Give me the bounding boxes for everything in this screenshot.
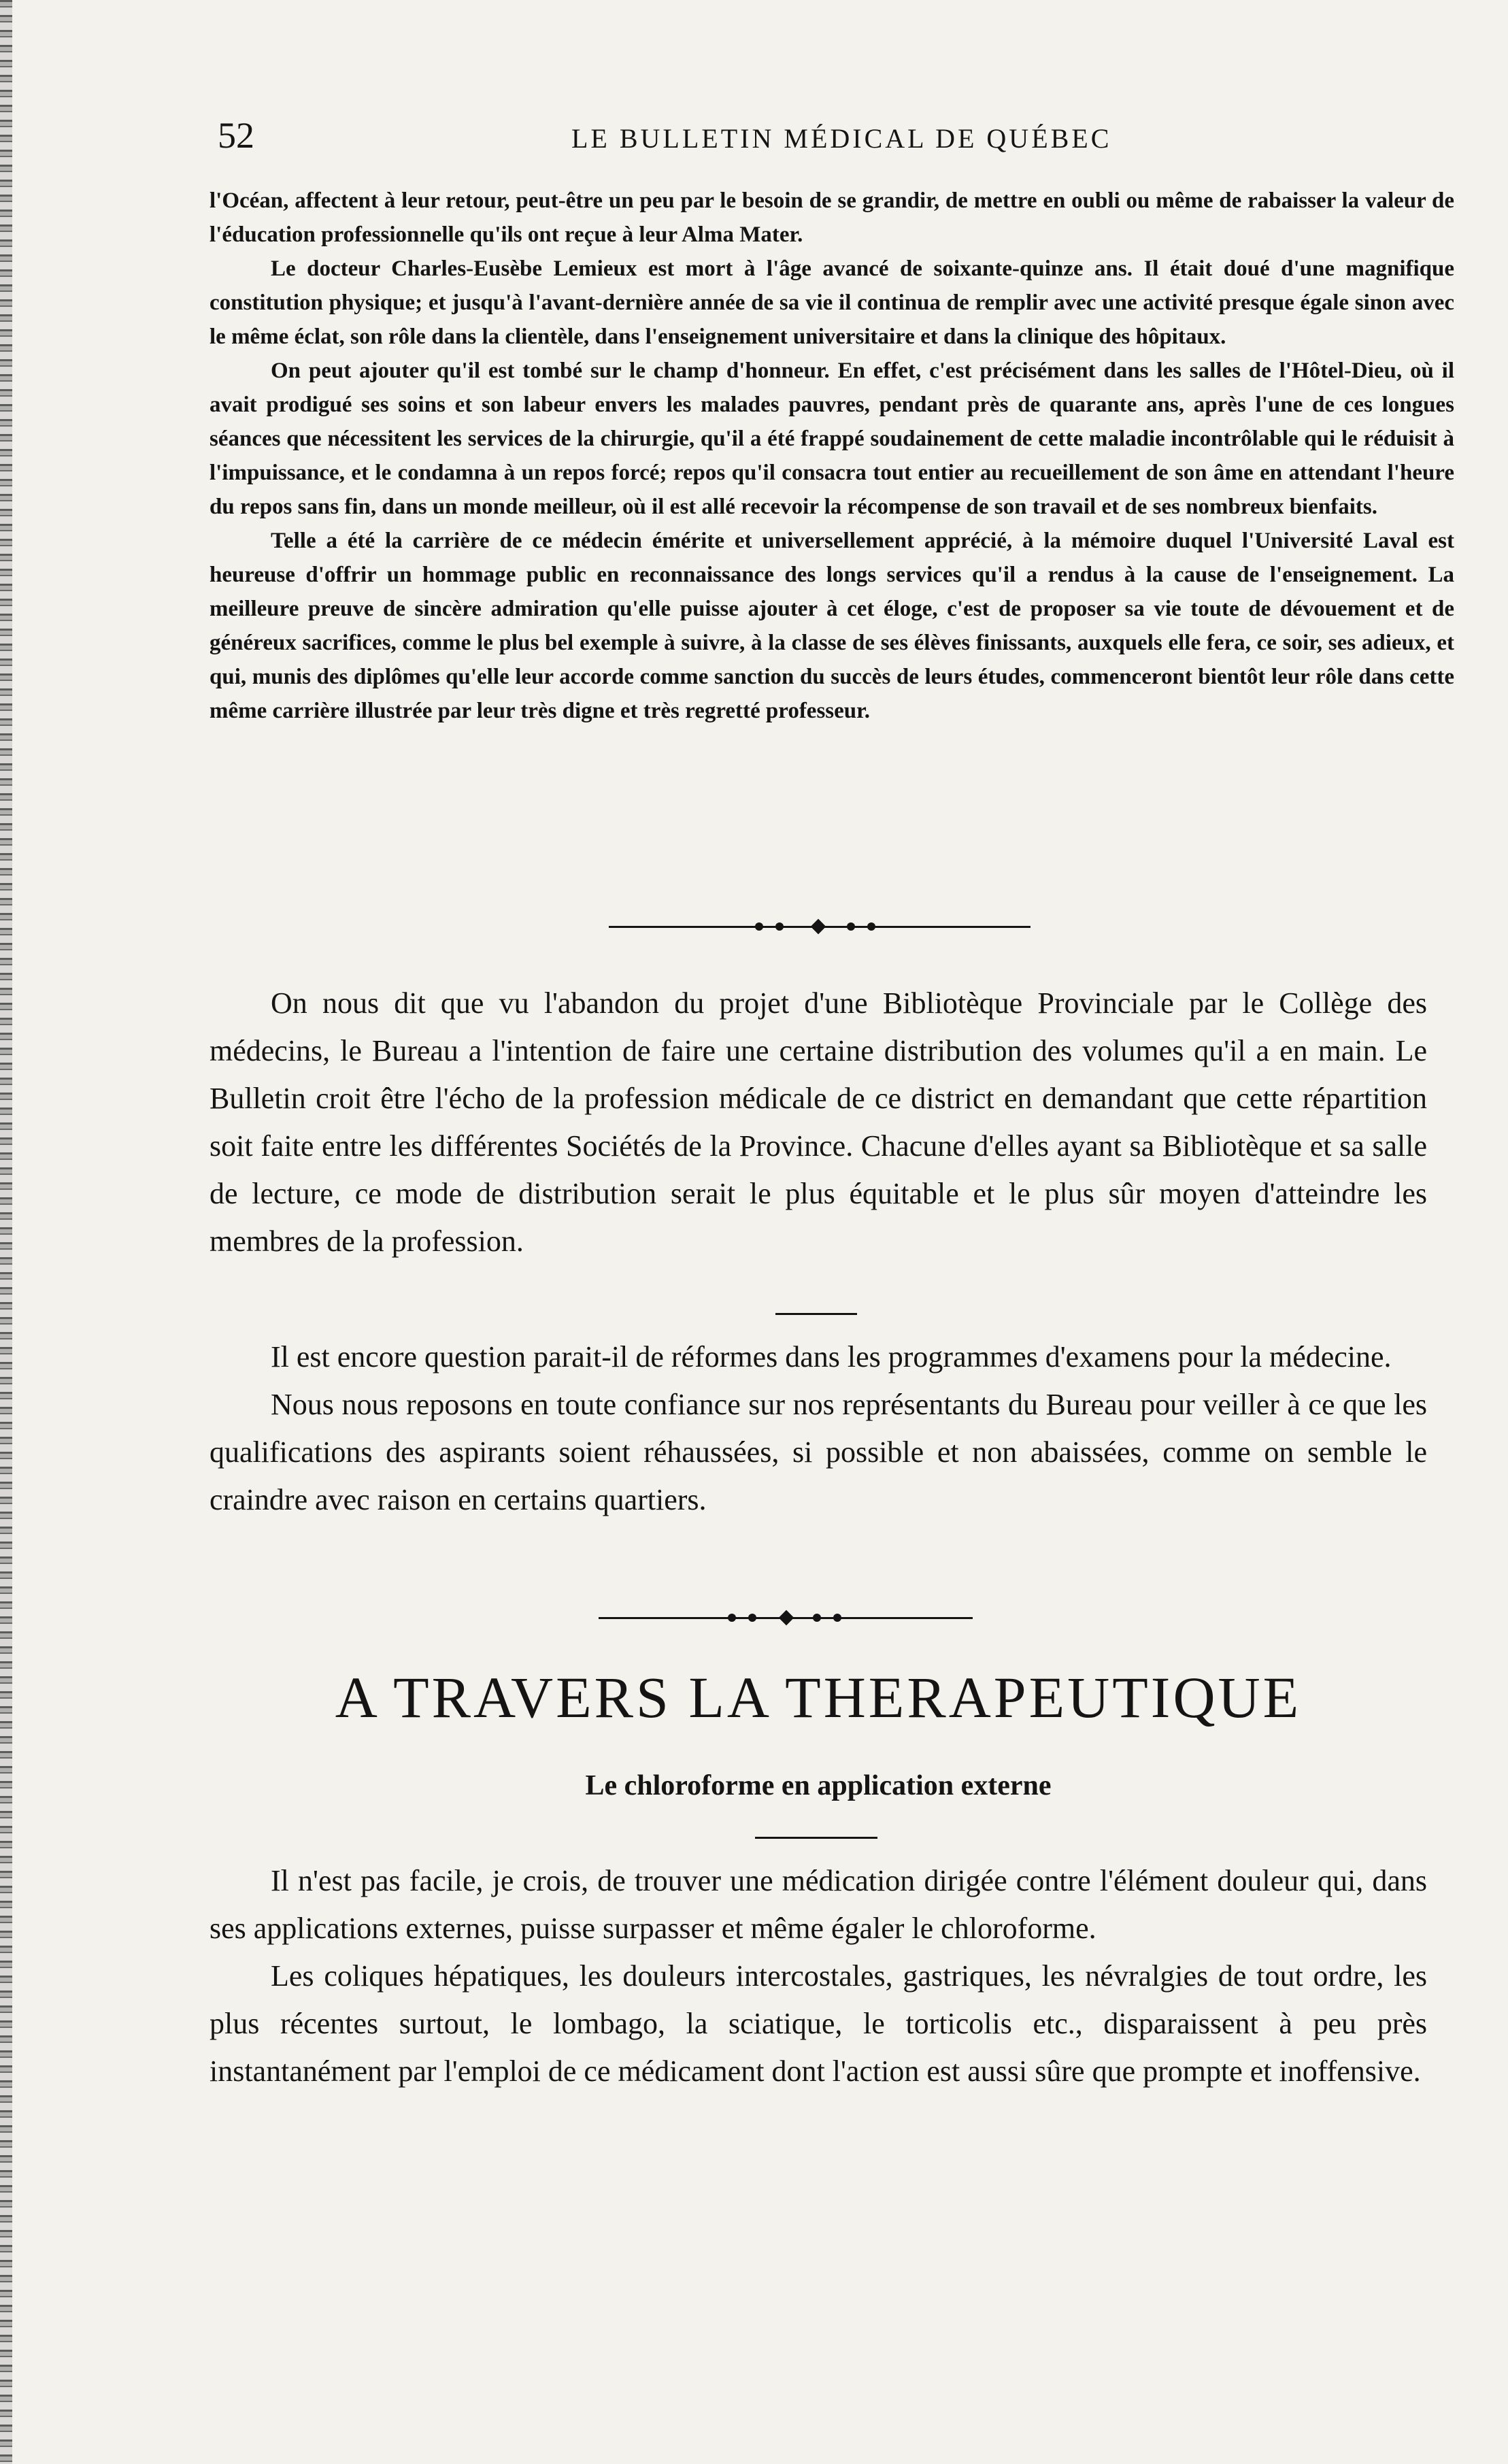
therapeutique-text [210,1857,1427,2095]
reformes-note [210,1333,1427,1524]
section-subtitle: Le chloroforme en application externe [585,1770,1052,1801]
obituary-text [210,184,1454,728]
section-ornament [609,920,1031,933]
reformes-paragraph: Nous nous reposons en toute confiance sur nos représentants du Bureau pour veiller à ce que les qualifications des aspirants soient réhaussées, si possible et non abaissées, comme on semble le craindre avec raison en certains quartiers. [210,1388,1427,1516]
journal-title: LE BULLETIN MÉDICAL DE QUÉBEC [571,123,1112,154]
obituary-paragraph: On peut ajouter qu'il est tombé sur le champ d'honneur. En effet, c'est précisément dans les salles de l'Hôtel-Dieu, où il avait prodigué ses soins et son labeur envers les malades pauvres, pendant près de quarante ans, après l'une de ces longues séances que nécessitent les services de la chirurgie, qu'il a été frappé soudainement de cette maladie incontrôlable qui le réduisit à l'impuissance, et le condamna à un repos forcé; repos qu'il consacra tout entier au recueillement de son âme en attendant l'heure du repos sans fin, dans un monde meilleur, où il est allé recevoir la récompense de son travail et de ses nombreux bienfaits. [210,359,1454,519]
short-rule [775,1313,857,1315]
therapeutique-paragraph: Les coliques hépatiques, les douleurs intercostales, gastriques, les névralgies de tout ordre, les plus récentes surtout, le lombago, la sciatique, le torticolis etc., disparaissent à peu près instantanément par l'emploi de ce médicament dont l'action est aussi sûre que prompte et inoffensive. [210,1959,1427,2088]
obituary-paragraph: Le docteur Charles-Eusèbe Lemieux est mort à l'âge avancé de soixante-quinze ans. Il était doué d'une magnifique constitution physique; et jusqu'à l'avant-dernière année de sa vie il continua de remplir avec une activité presque égale sinon avec le même éclat, son rôle dans la clientèle, dans l'enseignement universitaire et dans la clinique des hôpitaux. [210,256,1454,349]
page-number: 52 [218,115,254,156]
section-ornament [599,1611,973,1625]
running-head [218,114,1442,155]
obituary-paragraph: Telle a été la carrière de ce médecin émérite et universellement apprécié, à la mémoire duquel l'Université Laval est heureuse d'offrir un hommage public en reconnaissance des longs services qu'il a rendus à la cause de l'enseignement. La meilleure preuve de sincère admiration qu'elle puisse ajouter à cet éloge, c'est de proposer sa vie toute de dévouement et de généreux sacrifices, comme le plus bel exemple à suivre, à la classe de ses élèves finissants, auxquels elle fera, ce soir, ses adieux, et qui, munis des diplômes qu'elle leur accorde comme sanction du succès de leurs études, commenceront bientôt leur rôle dans cette même carrière illustrée par leur très digne et très regretté professeur. [210,529,1454,723]
reformes-paragraph: Il est encore question parait-il de réformes dans les programmes d'examens pour la médecine. [271,1340,1392,1373]
bibliotheque-paragraph: On nous dit que vu l'abandon du projet d'une Bibliotèque Provinciale par le Collège des médecins, le Bureau a l'intention de faire une certaine distribution des volumes qu'il a en main. Le Bulletin croit être l'écho de la profession médicale de ce district en demandant que cette répartition soit faite entre les différentes Sociétés de la Province. Chacune d'elles ayant sa Bibliotèque et sa salle de lecture, ce mode de distribution serait le plus équitable et le plus sûr moyen d'atteindre les membres de la profession. [210,986,1427,1258]
bibliotheque-note [210,980,1427,1265]
therapeutique-paragraph: Il n'est pas facile, je crois, de trouver une médication dirigée contre l'élément douleur qui, dans ses applications externes, puisse surpasser et même égaler le chloroforme. [210,1864,1427,1945]
obituary-paragraph: l'Océan, affectent à leur retour, peut-être un peu par le besoin de se grandir, de mettre en oubli ou même de rabaisser la valeur de l'éducation professionnelle qu'ils ont reçue à leur Alma Mater. [210,188,1454,247]
section-title: A TRAVERS LA THERAPEUTIQUE [335,1665,1302,1730]
short-rule [755,1837,877,1839]
